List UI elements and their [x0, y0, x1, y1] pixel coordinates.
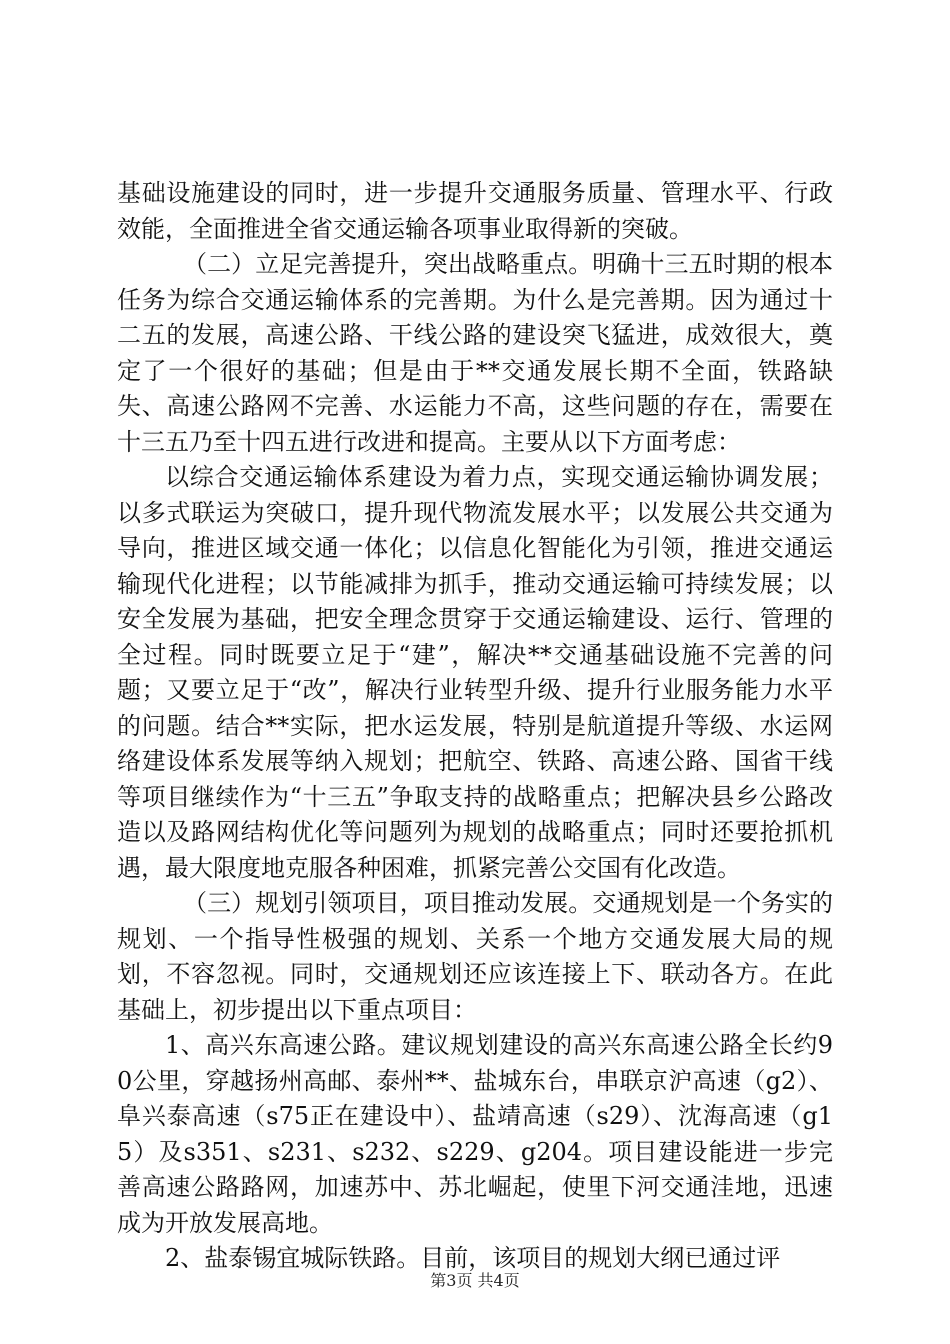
- document-body: [117, 176, 833, 1277]
- page-number: 第3页 共4页: [430, 1271, 520, 1290]
- paragraph-item-two: 2、盐泰锡宜城际铁路。目前，该项目的规划大纲已通过评: [165, 1244, 781, 1272]
- paragraph-section-two: （二）立足完善提升，突出战略重点。明确十三五时期的根本任务为综合交通运输体系的完善期。为什么是完善期。因为通过十二五的发展，高速公路、干线公路的建设突飞猛进，成效很大，奠定了一个很好的基础；但是由于**交通发展长期不全面，铁路缺失、高速公路网不完善、水运能力不高，这些问题的存在，需要在十三五乃至十四五进行改进和提高。主要从以下方面考虑：: [117, 250, 833, 456]
- page-footer: [0, 1268, 950, 1291]
- paragraph-continuation: 基础设施建设的同时，进一步提升交通服务质量、管理水平、行政效能，全面推进全省交通运输各项事业取得新的突破。: [117, 179, 833, 243]
- paragraph-section-three: （三）规划引领项目，项目推动发展。交通规划是一个务实的规划、一个指导性极强的规划、关系一个地方交通发展大局的规划，不容忽视。同时，交通规划还应该连接上下、联动各方。在此基础上，初步提出以下重点项目：: [117, 889, 833, 1024]
- paragraph-item-one: 1、高兴东高速公路。建议规划建设的高兴东高速公路全长约90公里，穿越扬州高邮、泰州**、盐城东台，串联京沪高速（g2）、阜兴泰高速（s75正在建设中）、盐靖高速（s29）、沈海高速（g15）及s351、s231、s232、s229、g204。项目建设能进一步完善高速公路路网，加速苏中、苏北崛起，使里下河交通洼地，迅速成为开放发展高地。: [117, 1031, 833, 1237]
- paragraph-considerations: 以综合交通运输体系建设为着力点，实现交通运输协调发展；以多式联运为突破口，提升现代物流发展水平；以发展公共交通为导向，推进区域交通一体化；以信息化智能化为引领，推进交通运输现代化进程；以节能减排为抓手，推动交通运输可持续发展；以安全发展为基础，把安全理念贯穿于交通运输建设、运行、管理的全过程。同时既要立足于“建”，解决**交通基础设施不完善的问题；又要立足于“改”，解决行业转型升级、提升行业服务能力水平的问题。结合**实际，把水运发展，特别是航道提升等级、水运网络建设体系发展等纳入规划；把航空、铁路、高速公路、国省干线等项目继续作为“十三五”争取支持的战略重点；把解决县乡公路改造以及路网结构优化等问题列为规划的战略重点；同时还要抢抓机遇，最大限度地克服各种困难，抓紧完善公交国有化改造。: [117, 463, 833, 882]
